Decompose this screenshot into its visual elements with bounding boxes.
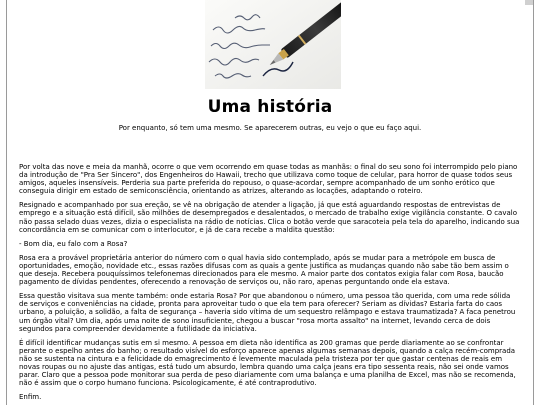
paragraph: Por volta das nove e meia da manhã, ocorre o que vem ocorrendo em quase todas as manhãs: o final do seu sono foi interrompido pelo piano da introdução de "Pra Ser Sincero", dos Engenheiros do Hawaii, trecho que utilizava como toque de celular, para horror de quase todos seus amigos, aqueles insensíveis. Perderia sua parte preferida do repouso, o quase-acordar, sempre acompanhado de um sonho erótico que conseguia dirigir em estado de semiconsciência, orientando as atrizes, alterando as locações, adaptando o roteiro.	[19, 163, 518, 196]
paragraph: Resignado e acompanhado por sua ereção, se vê na obrigação de atender a ligação, já que está aguardando respostas de entrevistas de emprego e a situação está difícil, são milhões de desempregados e desalentados, o mercado de trabalho exige vigilância constante. O cavalo não passa selado duas vezes, dizia o especialista na rádio de notícias. Clica o botão verde que saracoteia pela tela do aparelho, indicando sua concordância em se comunicar com o interlocutor, e já de cara recebe a maldita questão:	[19, 201, 520, 234]
paragraph: - Bom dia, eu falo com a Rosa?	[19, 239, 128, 248]
page-title: Uma história	[207, 97, 333, 117]
page-subtitle: Por enquanto, só tem uma mesmo. Se aparecerem outras, eu vejo o que eu faço aqui.	[118, 124, 422, 132]
scrollbar[interactable]	[525, 0, 533, 5]
article-body	[19, 163, 521, 405]
pen-writing-illustration	[205, 0, 341, 89]
page-frame	[6, 0, 534, 405]
header-image-pen-writing	[205, 0, 341, 89]
paragraph: É difícil identificar mudanças sutis em si mesmo. A pessoa em dieta não identifica as 200 gramas que perde diariamente ao se confrontar perante o espelho antes do banho; o resultado visível do esforço aparece apenas algumas semanas depois, quando a calça recém-comprada não se sustenta na cintura e a felicidade do emagrecimento é levemente maculada pela tristeza por ter que gastar centenas de reais em novas roupas ou no ajuste das antigas, está tudo um absurdo, lembra quando uma calça jeans era tipo sessenta reais, não sei onde vamos parar. Claro que a pessoa pode monitorar sua perda de peso diariamente com uma balança e uma planilha de Excel, mas não se recomenda, não é assim que o corpo humano funciona. Psicologicamente, é até contraprodutivo.	[19, 338, 516, 388]
paragraph: Essa questão visitava sua mente também: onde estaria Rosa? Por que abandonou o número, uma pessoa tão querida, com uma rede sólida de serviços e conveniências na cidade, pronta para aproveitar tudo o que ela tem para oferecer? Seriam as dívidas? Estaria farta do caos urbano, a poluição, a solidão, a falta de segurança – haveria sido vítima de um sequestro relâmpago e estava traumatizada? A faca penetrou um órgão vital? Um dia, após uma noite de sono insuficiente, chegou a buscar "rosa morta assalto" na internet, levando cerca de dois segundos para compreender devidamente a futilidade da iniciativa.	[19, 292, 516, 333]
paragraph: Enfim.	[19, 393, 42, 402]
paragraph: Rosa era a provável proprietária anterior do número com o qual havia sido contemplado, após se mudar para a metrópole em busca de oportunidades, emoção, novidade etc., essas razões difusas com as quais a gente justifica as mudanças quando não sabe tão bem assim o que deseja. Recebera pouquíssimos telefonemas direcionados para ele mesmo. A maior parte dos contatos exigia falar com Rosa, baucão pagamento de dívidas pendentes, oferecendo a renovação de serviços ou, não raro, apenas perguntando onde ela estava.	[19, 253, 509, 287]
